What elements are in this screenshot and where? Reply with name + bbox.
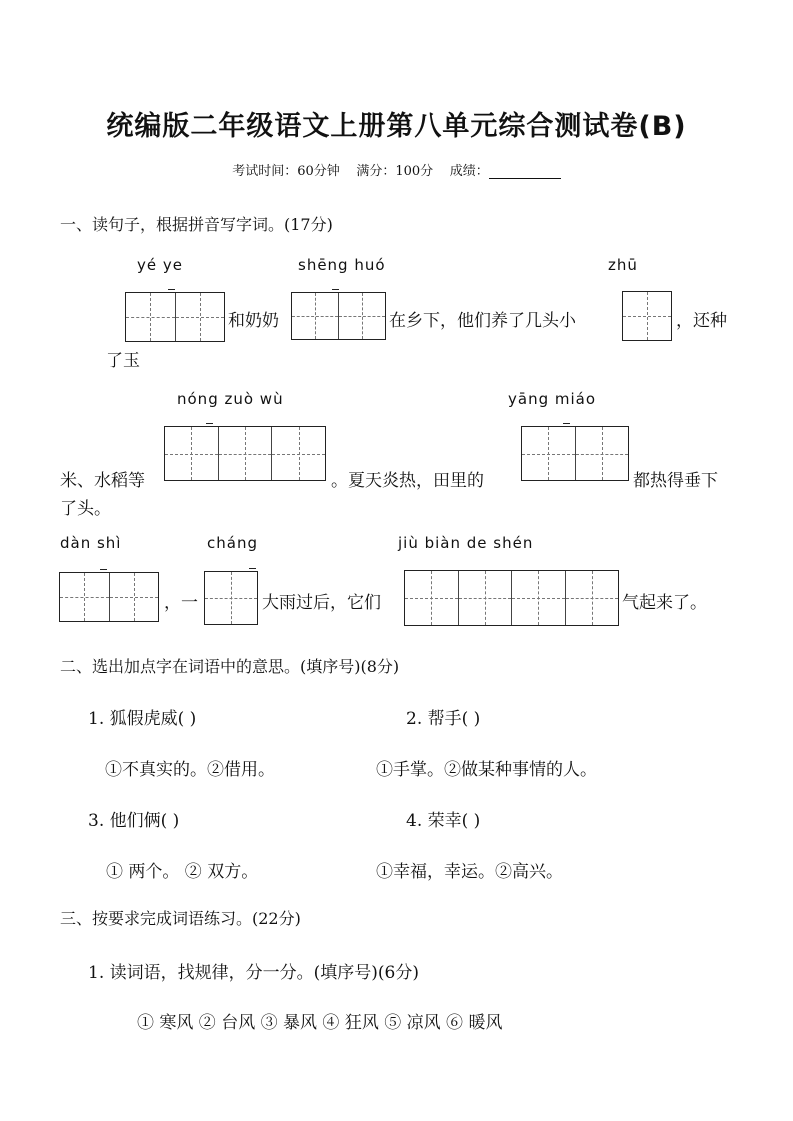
pinyin-nongzuowu: nóng zuò wù xyxy=(177,390,284,408)
full-score: 满分：100分 xyxy=(356,164,434,179)
line1-text-d: 了玉 xyxy=(106,351,140,371)
q2-item-3: 3. 他们俩( ) xyxy=(88,811,180,831)
section1-heading: 一、读句子，根据拼音写字词。(17分) xyxy=(60,215,333,234)
score-blank[interactable] xyxy=(489,165,561,179)
char-box-yangmiao[interactable] xyxy=(521,426,629,481)
line2-text-b: 。夏天炎热，田里的 xyxy=(331,471,484,491)
char-box-yeye[interactable] xyxy=(125,292,225,342)
char-box-jiubiandeshen[interactable] xyxy=(404,570,619,626)
q3-sub1: 1. 读词语，找规律，分一分。(填序号)(6分) xyxy=(88,963,419,983)
section3-heading: 三、按要求完成词语练习。(22分) xyxy=(60,909,301,928)
line2-text-a: 米、水稻等 xyxy=(60,471,145,491)
line2-text-c: 都热得垂下 xyxy=(633,471,718,491)
exam-time: 考试时间：60分钟 xyxy=(232,164,340,179)
score-label: 成绩： xyxy=(449,164,489,179)
line2-text-d: 了头。 xyxy=(60,499,111,519)
q2-item-1: 1. 狐假虎威( ) xyxy=(88,709,197,729)
line3-text-c: 气起来了。 xyxy=(622,593,707,613)
pinyin-yangmiao: yāng miáo xyxy=(508,390,597,408)
line3-text-b: 大雨过后，它们 xyxy=(262,593,381,613)
pinyin-yeye: yé ye xyxy=(137,256,183,274)
exam-info xyxy=(0,160,793,179)
q2-options-2: ①手掌。②做某种事情的人。 xyxy=(376,760,597,780)
q2-options-3: ① 两个。 ② 双方。 xyxy=(106,862,259,882)
pinyin-chang: cháng xyxy=(207,534,258,552)
pinyin-zhu: zhū xyxy=(608,256,638,274)
pinyin-danshi: dàn shì xyxy=(60,534,122,552)
page-title: 统编版二年级语文上册第八单元综合测试卷(B) xyxy=(106,111,687,142)
line1-text-c: ，还种 xyxy=(676,311,727,331)
section2-heading: 二、选出加点字在词语中的意思。(填序号)(8分) xyxy=(60,657,400,676)
q3-word-list: ① 寒风 ② 台风 ③ 暴风 ④ 狂风 ⑤ 凉风 ⑥ 暖风 xyxy=(137,1013,503,1033)
char-box-shenghuo[interactable] xyxy=(291,292,386,340)
pinyin-jiubiandeshen: jiù biàn de shén xyxy=(398,534,534,552)
char-box-chang[interactable] xyxy=(204,571,258,625)
q2-options-1: ①不真实的。②借用。 xyxy=(105,760,275,780)
line3-text-a: ，一 xyxy=(164,593,198,613)
char-box-zhu[interactable] xyxy=(622,291,672,341)
q2-item-4: 4. 荣幸( ) xyxy=(406,811,481,831)
q2-options-4: ①幸福，幸运。②高兴。 xyxy=(376,862,563,882)
char-box-nongzuowu[interactable] xyxy=(164,426,326,481)
char-box-danshi[interactable] xyxy=(59,572,159,622)
line1-text-b: 在乡下，他们养了几头小 xyxy=(389,311,576,331)
line1-text-a: 和奶奶 xyxy=(228,311,279,331)
q2-item-2: 2. 帮手( ) xyxy=(406,709,481,729)
pinyin-shenghuo: shēng huó xyxy=(298,256,386,274)
